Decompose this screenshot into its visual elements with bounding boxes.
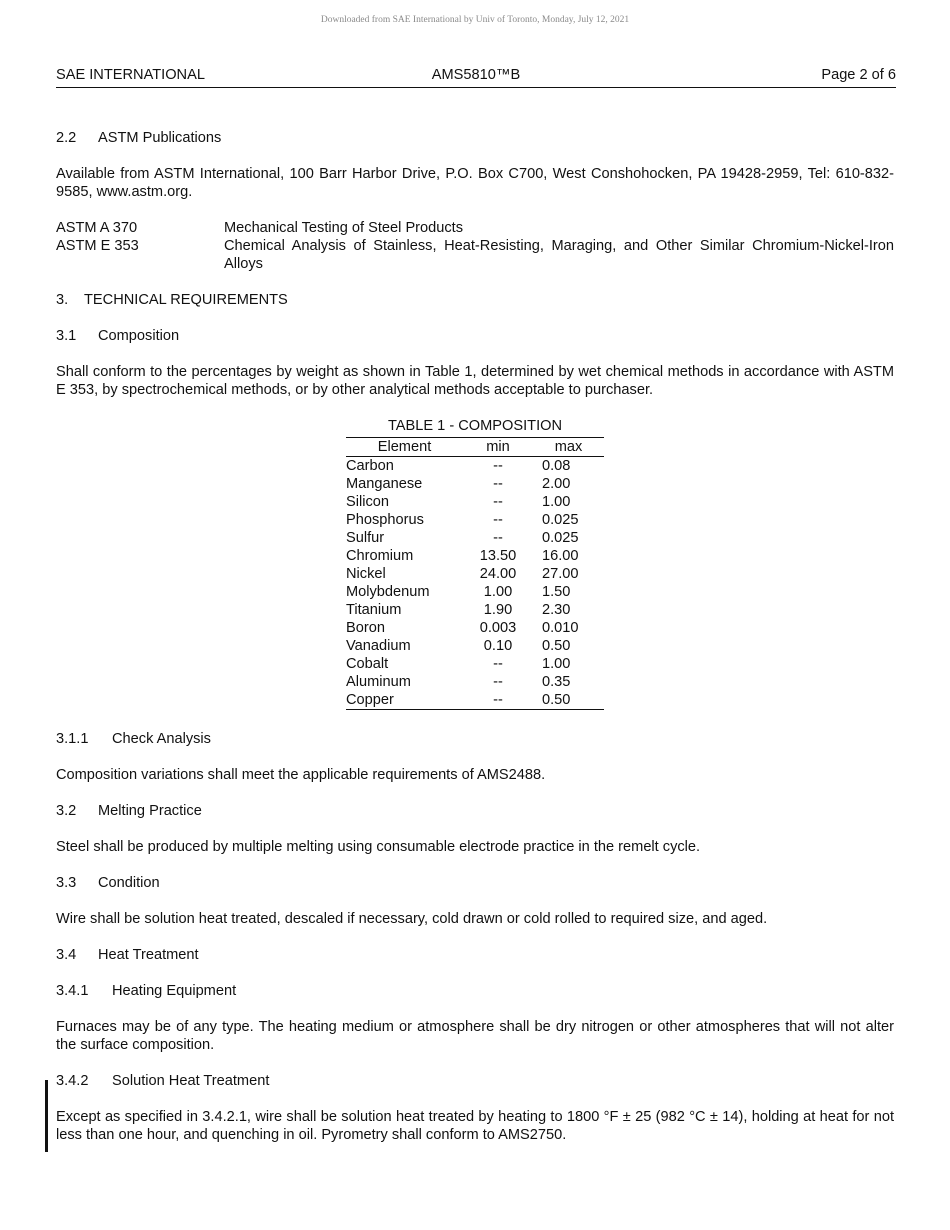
cell-element: Molybdenum — [346, 584, 430, 600]
cell-min: -- — [493, 512, 503, 528]
cell-max: 0.025 — [542, 512, 579, 528]
column-header-element: Element — [346, 438, 463, 457]
reference-title: Mechanical Testing of Steel Products — [224, 220, 464, 236]
cell-element: Carbon — [346, 458, 394, 474]
section-3-1-1-heading — [56, 730, 894, 748]
download-watermark: Downloaded from SAE International by Univ of Toronto, Monday, July 12, 2021 — [320, 15, 630, 25]
section-3-1-heading — [56, 327, 894, 345]
column-header-min: min — [463, 438, 533, 457]
cell-element: Aluminum — [346, 674, 411, 690]
cell-element: Vanadium — [346, 638, 411, 654]
reference-id: ASTM A 370 — [56, 220, 138, 236]
cell-max: 1.00 — [542, 494, 571, 510]
section-number: 3.1 — [56, 328, 77, 344]
section-3-4-2-heading — [56, 1072, 894, 1090]
cell-max: 0.010 — [542, 620, 579, 636]
table-row — [346, 511, 604, 529]
section-3-1-1-paragraph: Composition variations shall meet the applicable requirements of AMS2488. — [56, 767, 546, 783]
table-row — [346, 655, 604, 673]
section-number: 3.4 — [56, 947, 77, 963]
cell-element: Manganese — [346, 476, 423, 492]
column-header-max: max — [533, 438, 604, 457]
section-title: Heating Equipment — [112, 983, 237, 999]
section-2-2-heading — [56, 129, 894, 147]
cell-max: 0.08 — [542, 458, 571, 474]
table-body — [346, 457, 604, 710]
cell-max: 16.00 — [542, 548, 579, 564]
cell-element: Titanium — [346, 602, 402, 618]
revision-change-bar — [45, 1080, 48, 1152]
header-page-number: Page 2 of 6 — [821, 67, 896, 83]
section-3-3-paragraph: Wire shall be solution heat treated, descaled if necessary, cold drawn or cold rolled to required size, and aged. — [56, 911, 768, 927]
section-number: 3.3 — [56, 875, 77, 891]
table-row — [346, 619, 604, 637]
cell-min: -- — [493, 476, 503, 492]
reference-item — [56, 237, 894, 273]
table-header-row — [346, 438, 604, 457]
header-doc-id: AMS5810™B — [431, 67, 521, 83]
reference-list — [56, 219, 894, 273]
section-number: 3. — [56, 292, 69, 308]
cell-max: 0.025 — [542, 530, 579, 546]
cell-element: Sulfur — [346, 530, 385, 546]
cell-max: 27.00 — [542, 566, 579, 582]
cell-element: Copper — [346, 691, 463, 710]
section-title: Heat Treatment — [98, 947, 199, 963]
table-row — [346, 583, 604, 601]
section-title: ASTM Publications — [98, 130, 222, 146]
section-title: Melting Practice — [98, 803, 202, 819]
table-row — [346, 691, 604, 710]
cell-element: Chromium — [346, 548, 414, 564]
section-3-4-1-heading — [56, 982, 894, 1000]
table-caption: TABLE 1 - COMPOSITION — [387, 418, 563, 434]
table-row — [346, 493, 604, 511]
section-number: 3.2 — [56, 803, 77, 819]
cell-element: Silicon — [346, 494, 389, 510]
cell-element: Boron — [346, 620, 385, 636]
section-number: 2.2 — [56, 130, 77, 146]
section-title: TECHNICAL REQUIREMENTS — [84, 292, 288, 308]
cell-min: 1.00 — [483, 584, 513, 600]
cell-max: 0.50 — [542, 638, 571, 654]
page-header — [56, 67, 896, 88]
cell-max: 1.00 — [542, 656, 571, 672]
table-row — [346, 565, 604, 583]
header-org: SAE INTERNATIONAL — [56, 67, 205, 83]
cell-element: Cobalt — [346, 656, 389, 672]
reference-item — [56, 219, 894, 237]
table-row — [346, 457, 604, 476]
section-3-1-paragraph: Shall conform to the percentages by weight as shown in Table 1, determined by wet chemical methods in accordance with ASTM E 353, by spectrochemical methods, or by other analytical methods acceptable to purchaser. — [56, 364, 894, 398]
composition-grid — [346, 437, 604, 710]
table-row — [346, 529, 604, 547]
cell-element: Phosphorus — [346, 512, 424, 528]
table-row — [346, 547, 604, 565]
section-3-3-heading — [56, 874, 894, 892]
section-title: Composition — [98, 328, 180, 344]
section-title: Condition — [98, 875, 160, 891]
cell-min: 0.10 — [483, 638, 513, 654]
cell-min: 0.003 — [479, 620, 517, 636]
reference-id: ASTM E 353 — [56, 238, 139, 254]
section-3-4-heading — [56, 946, 894, 964]
cell-max: 2.30 — [542, 602, 571, 618]
cell-min: -- — [493, 458, 503, 474]
section-3-4-1-paragraph: Furnaces may be of any type. The heating medium or atmosphere shall be dry nitrogen or other atmospheres that will not alter the surface composition. — [56, 1019, 894, 1053]
section-number: 3.4.1 — [56, 983, 89, 999]
composition-table — [346, 417, 604, 710]
section-number: 3.4.2 — [56, 1073, 89, 1089]
cell-max: 2.00 — [542, 476, 571, 492]
cell-min: -- — [493, 656, 503, 672]
cell-max: 0.50 — [533, 691, 604, 710]
section-title: Check Analysis — [112, 731, 211, 747]
section-title: Solution Heat Treatment — [112, 1073, 270, 1089]
table-row — [346, 673, 604, 691]
section-3-2-heading — [56, 802, 894, 820]
table-row — [346, 637, 604, 655]
cell-min: 13.50 — [479, 548, 517, 564]
cell-min: -- — [493, 674, 503, 690]
section-3-heading — [56, 291, 894, 309]
cell-min: -- — [493, 530, 503, 546]
cell-min: 24.00 — [479, 566, 517, 582]
cell-min: -- — [493, 494, 503, 510]
table-row — [346, 601, 604, 619]
section-3-4-2-paragraph: Except as specified in 3.4.2.1, wire shall be solution heat treated by heating to 1800 °F ± 25 (982 °C ± 14), holding at heat for not less than one hour, and quenching in oil. Pyrometry shall conform to AMS2750. — [56, 1109, 894, 1143]
cell-max: 1.50 — [542, 584, 571, 600]
document-body — [56, 129, 894, 1162]
section-2-2-paragraph: Available from ASTM International, 100 Barr Harbor Drive, P.O. Box C700, West Conshohocken, PA 19428-2959, Tel: 610-832-9585, www.astm.org. — [56, 166, 894, 200]
cell-element: Nickel — [346, 566, 386, 582]
section-number: 3.1.1 — [56, 731, 89, 747]
cell-max: 0.35 — [542, 674, 571, 690]
table-row — [346, 475, 604, 493]
reference-title: Chemical Analysis of Stainless, Heat-Resisting, Maraging, and Other Similar Chromium-Nickel-Iron Alloys — [224, 238, 894, 272]
section-3-2-paragraph: Steel shall be produced by multiple melting using consumable electrode practice in the remelt cycle. — [56, 839, 701, 855]
cell-min: 1.90 — [483, 602, 513, 618]
cell-min: -- — [463, 691, 533, 710]
